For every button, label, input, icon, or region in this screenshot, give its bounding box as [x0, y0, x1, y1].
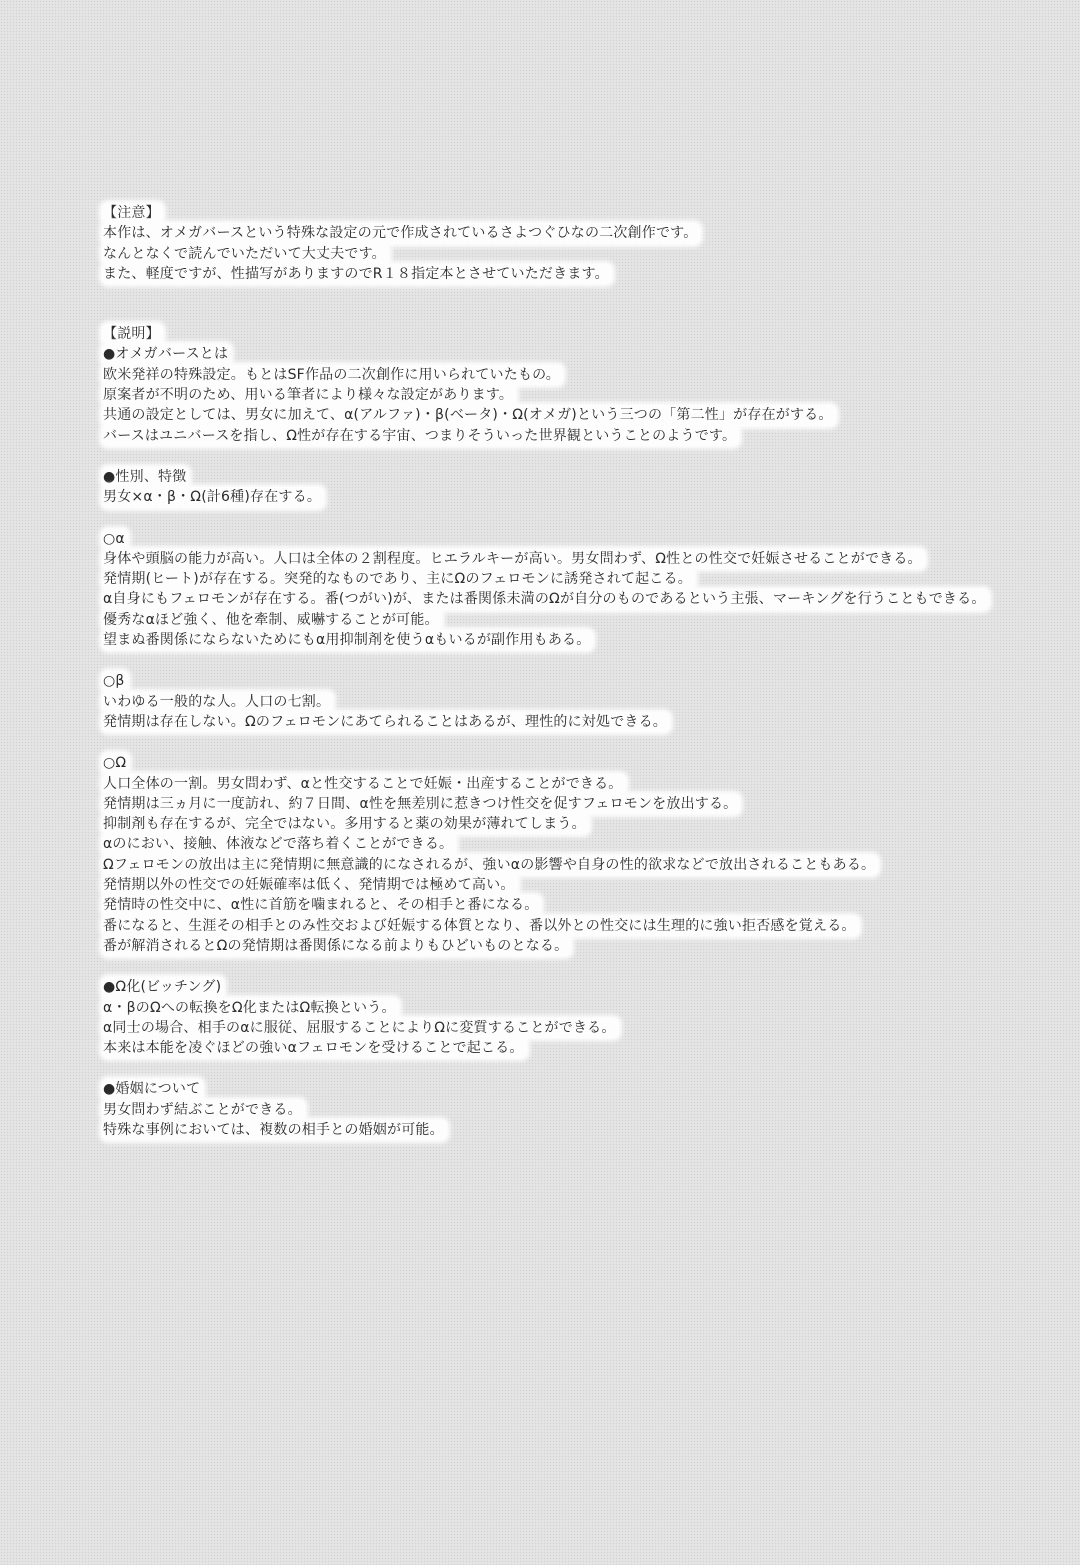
paragraph-line: バースはユニバースを指し、Ω性が存在する宇宙、つまりそういった世界観ということのようです。 — [102, 426, 739, 446]
subsection-title: ●性別、特徴 — [102, 467, 189, 487]
paragraph-line: 抑制剤も存在するが、完全ではない。多用すると薬の効果が薄れてしまう。 — [102, 814, 589, 834]
sexes-subsection — [102, 467, 1062, 508]
paragraph-line: 発情期は存在しない。Ωのフェロモンにあてられることはあるが、理性的に対処できる。 — [102, 712, 670, 732]
paragraph-line: α同士の場合、相手のαに服従、屈服することによりΩに変質することができる。 — [102, 1018, 619, 1038]
omegaverse-subsection — [102, 344, 1062, 445]
subsection-title: ○α — [102, 529, 128, 549]
paragraph-line: 番になると、生涯その相手とのみ性交および妊娠する体質となり、番以外との性交には生理的に強い拒否感を覚える。 — [102, 916, 859, 936]
explanation-heading: 【説明】 — [102, 324, 163, 344]
paragraph-line: 発情期(ヒート)が存在する。突発的なものであり、主にΩのフェロモンに誘発されて起こる。 — [102, 569, 695, 589]
paragraph-line: 男女問わず結ぶことができる。 — [102, 1100, 305, 1120]
omegafication-subsection — [102, 977, 1062, 1058]
alpha-subsection — [102, 529, 1062, 651]
notice-section — [102, 203, 1062, 284]
paragraph-line: Ωフェロモンの放出は主に発情期に無意識的になされるが、強いαの影響や自身の性的欲求などで放出されることもある。 — [102, 855, 878, 875]
document-body — [102, 203, 1062, 1140]
subsection-title: ●Ω化(ビッチング) — [102, 977, 224, 997]
subsection-title: ●オメガバースとは — [102, 344, 231, 364]
paragraph-line: 人口全体の一割。男女問わず、αと性交することで妊娠・出産することができる。 — [102, 774, 626, 794]
explanation-section — [102, 324, 1062, 1140]
paragraph-line: α自身にもフェロモンが存在する。番(つがい)が、または番関係未満のΩが自分のものであるという主張、マーキングを行うこともできる。 — [102, 589, 989, 609]
paragraph-line: α・βのΩへの転換をΩ化またはΩ転換という。 — [102, 998, 399, 1018]
paragraph-line: 男女×α・β・Ω(計6種)存在する。 — [102, 487, 324, 507]
paragraph-line: いわゆる一般的な人。人口の七割。 — [102, 692, 333, 712]
beta-subsection — [102, 671, 1062, 732]
marriage-subsection — [102, 1079, 1062, 1140]
notice-line: なんとなくで読んでいただいて大丈夫です。 — [102, 244, 389, 264]
paragraph-line: 優秀なαほど強く、他を牽制、威嚇することが可能。 — [102, 610, 442, 630]
subsection-title: ●婚姻について — [102, 1079, 203, 1099]
paragraph-line: 原案者が不明のため、用いる筆者により様々な設定があります。 — [102, 385, 516, 405]
paragraph-line: 発情期は三ヵ月に一度訪れ、約７日間、α性を無差別に惹きつけ性交を促すフェロモンを放出する。 — [102, 794, 740, 814]
paragraph-line: 身体や頭脳の能力が高い。人口は全体の２割程度。ヒエラルキーが高い。男女問わず、Ω性との性交で妊娠させることができる。 — [102, 549, 925, 569]
subsection-title: ○Ω — [102, 753, 129, 773]
paragraph-line: 番が解消されるとΩの発情期は番関係になる前よりもひどいものとなる。 — [102, 936, 571, 956]
paragraph-line: 欧米発祥の特殊設定。もとはSF作品の二次創作に用いられていたもの。 — [102, 365, 563, 385]
subsection-title: ○β — [102, 671, 128, 691]
notice-heading: 【注意】 — [102, 203, 163, 223]
notice-line: また、軽度ですが、性描写がありますのでR１８指定本とさせていただきます。 — [102, 264, 612, 284]
paragraph-line: 特殊な事例においては、複数の相手との婚姻が可能。 — [102, 1120, 447, 1140]
paragraph-line: αのにおい、接触、体液などで落ち着くことができる。 — [102, 834, 456, 854]
paragraph-line: 共通の設定としては、男女に加えて、α(アルファ)・β(ベータ)・Ω(オメガ)という三つの「第二性」が存在がする。 — [102, 405, 836, 425]
paragraph-line: 発情時の性交中に、α性に首筋を噛まれると、その相手と番になる。 — [102, 895, 541, 915]
paragraph-line: 本来は本能を凌ぐほどの強いαフェロモンを受けることで起こる。 — [102, 1038, 527, 1058]
paragraph-line: 望まぬ番関係にならないためにもα用抑制剤を使うαもいるが副作用もある。 — [102, 630, 593, 650]
paragraph-line: 発情期以外の性交での妊娠確率は低く、発情期では極めて高い。 — [102, 875, 518, 895]
notice-line: 本作は、オメガバースという特殊な設定の元で作成されているさよつぐひなの二次創作です。 — [102, 223, 700, 243]
omega-subsection — [102, 753, 1062, 956]
